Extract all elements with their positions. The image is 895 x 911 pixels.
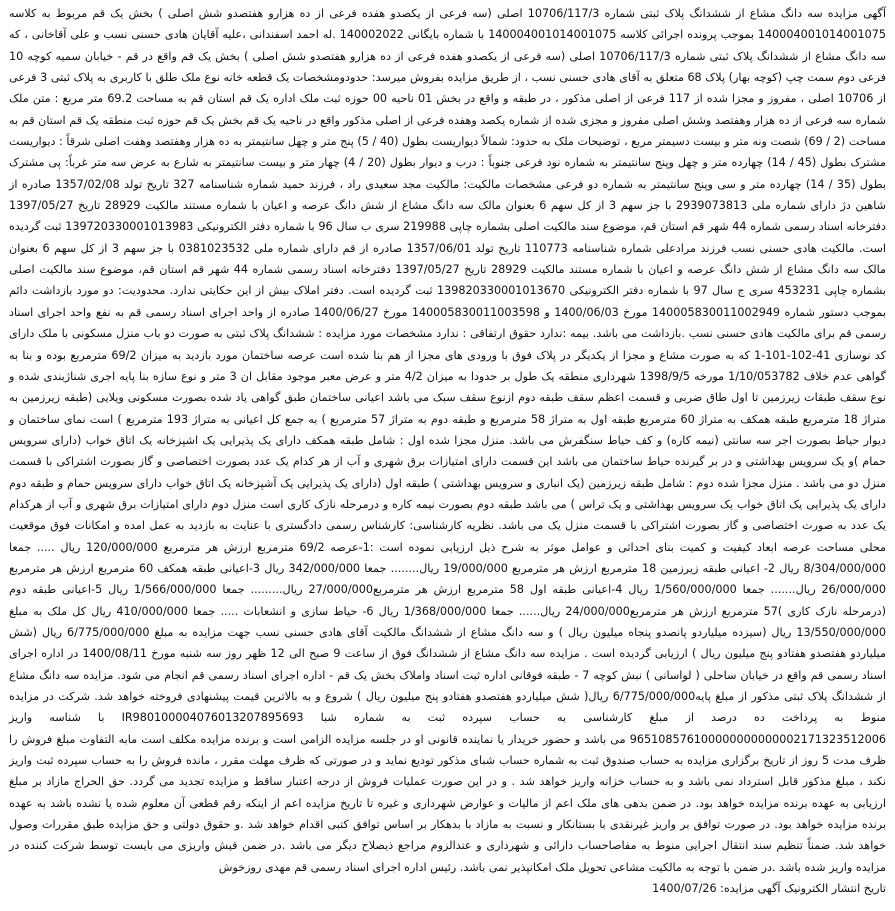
notice-body: آگهی مزایده سه دانگ مشاع از ششدانگ پلاک ثبتی شماره 10706/117/3 اصلی (سه فرعی از یکصدو هفده فرعی از ده هزارو هفتصدو شش اصلی ) بخش یک قم مربوط به کلاسه 140004001014001075 بموجب پرونده اجرائی کلاسه 140004001014001075 با شماره بایگانی 140002022 .له احمد اسفندانی ،علیه آقایان هادی حسنی نسب و علی آقاخانی ، که سه دانگ مشاع از ششدانگ پلاک ثبتی شماره 10706/117/3 اصلی (سه فرعی از یکصدو هفده فرعی از ده هزارو هفتصدو شش اصلی ) بخش یک قم واقع در قم - خیابان سمیه کوچه 10 فرعی دوم سمت چپ (کوچه بهار) پلاک 68 متعلق به آقای هادی حسنی نسب ، از طریق مزایده بفروش میرسد: حدودومشخصات یک قطعه خانه نوع ملک طلق با کاربری به پلاک ثبتی 3 فرعی از 10706 اصلی ، مفروز و مجزا شده از 117 فرعی از اصلی مذکور ، در طبقه و واقع در بخش 01 ناحیه 00 حوزه ثبت ملک اداره یک قم استان قم به مساحت 69.2 متر مربع : متن ملک شماره سه فرعی از ده هزار وهفتصد وشش اصلی مفروز و مجزی شده از شماره یکصد وهفده فرعی از اصلی مذکور واقع در ناحیه یک قم بخش یک قم حوزه ثبت منطقه یک قم استان قم به مساحت (2 / 69) شصت ونه متر و بیست دسیمتر مربع ، توضیحات ملک به حدود: شمالاً دیواریست بطول (40 / 5) پنج متر و چهل سانتیمتر به ده هزار وهفتصد وهفت اصلی شرقاً : دیواریست مشترک بطول (45 / 14) چهارده متر و چهل وپنج سانتیمتر به شماره نود فرعی جنوباً : درب و دیوار بطول (20 / 4) چهار متر و بیست سانتیمتر به شارع به عرض سه متر غرباً: پی مشترک بطول (35 / 14) چهارده متر و سی وپنج سانتیمتر به شماره دو فرعی مشخصات مالکیت: مالکیت مجد سعیدی راد ، فرزند حمید شماره شناسنامه 327 تاریخ تولد 1357/02/08 صادره از شاهین دژ دارای شماره ملی 2939073813 با جز سهم 3 از کل سهم 6 بعنوان مالک سه دانگ مشاع از شش دانگ عرصه و اعیان با شماره مستند مالکیت 28929 تاریخ 1397/05/27 دفترخانه اسناد رسمی شماره 44 شهر قم استان قم، موضوع سند مالکیت اصلی بشماره چاپی 219988 سری ب سال 96 با شماره دفتر الکترونیکی 139720330001013983 ثبت گردیده است. مالکیت هادی حسنی نسب فرزند مرادعلی شماره شناسنامه 110773 تاریخ تولد 1357/06/01 صادره از قم دارای شماره ملی 0381023532 با جز سهم 3 از کل سهم 6 بعنوان مالک سه دانگ مشاع از شش دانگ عرصه و اعیان با شماره مستند مالکیت 28929 تاریخ 1397/05/27 دفترخانه اسناد رسمی شماره 44 شهر قم استان قم، موضوع سند مالکیت اصلی بشماره چاپی 453231 سری ج سال 97 با شماره دفتر الکترونیکی 139820330001013670 ثبت گردیده است. دفتر املاک بیش از این حکایتی ندارد. محدودیت: دو مورد بازداشت دائم بموجب دستور شماره 140005830011002949 مورخ 1400/06/03 و 140005830011003598 مورخ 1400/06/27 صادره از واحد اجرای اسناد رسمی قم به نفع واحد اجرای اسناد رسمی قم برای مالکیت هادی حسنی نسب .بازداشت می باشد. بیمه :ندارد حقوق ارتفاقی : ندارد مشخصات مورد مزایده : ششدانگ پلاک ثبتی به صورت دو باب منزل مسکونی با ملک دارای کد نوسازی 41-102-101-1 که به صورت مشاع و مجزا از یکدیگر در پلاک فوق با ورودی های مجزا از هم بنا شده است عرصه ساختمان مورد بازدید به میزان 69/2 مترمربع بوده و بنا به گواهی عدم خلاف 1/10/053782 مورخه 1398/9/5 شهرداری منطقه یک طول بر حدودا به میزان 4/2 متر و عرض معبر موجود مقابل ان 3 متر و نوع سازه بنا پایه اجری شناژبندی شده و نوع سقف طبقات زیرزمین تا اول طاق ضربی و قسمت اعظم سقف طبقه دوم ازنوع سقف سبک می باشد اعیانی ساختمان طبق گواهی یاد شده بصورت مسکونی ویلایی (طبقه زیرزمین به متراژ 18 مترمربع طبقه همکف به متراژ 60 مترمربع طبقه اول به متراژ 58 مترمربع و طبقه دوم به متراژ 57 مترمربع ) به جمع کل اعیانی به متراژ 193 مترمربع ) است نمای ساختمان و دیوار حیاط بصورت اجر سه سانتی (نیمه کاره) و کف حیاط سنگفرش می باشد. منزل مجزا شده اول : شامل طبقه همکف دارای یک پذیرایی یک اشپزخانه یک اتاق خواب (دارای سرویس حمام )و یک سرویس بهداشتی و در بر گیرنده حیاط ساختمان می باشد این قسمت دارای امتیازات برق شهری و آب از هر کدام یک عدد بصورت اختصاصی و گاز بصورت اشتراکی با قسمت منزل دو می باشد . منزل مجزا شده دوم : شامل طبقه زیرزمین (یک انباری و سرویس بهداشتی ) طبقه اول (دارای یک پذیرایی یک آشپزخانه یک اتاق خواب دارای سرویس حمام و طبقه دوم دارای یک پذیرایی یک اتاق خواب یک سرویس بهداشتی و یک تراس ) می باشد طبقه دوم بصورت نیمه کاره و درمرحله نازک کاری است منزل دوم دارای امتیازات برق شهری و آب از هرکدام یک عدد به صورت اختصاصی و گاز بصورت اشتراکی با قسمت منزل یک می باشد. نظریه کارشناسی: کارشناس رسمی دادگستری با عنایت به بازدید به عمل امده و امکانات فوق موقعیت محلی مساحت عرصه ابعاد کیفیت و کمیت بنای احداثی و عوامل موثر به شرح ذیل ارزیابی نموده است :1-عرصه 69/2 مترمربع ارزش هر مترمربع 120/000/000 ریال ..... جمعا 8/304/000/000 ریال 2- اعیانی طبقه زیرزمین 18 مترمربع ارزش هر مترمربع 19/000/000 ریال........ جمعا 342/000/000 ریال 3-اعیانی طبقه همکف 60 مترمربع ارزش هر مترمربع 26/000/000 ریال....... جمعا 1/560/000/000 ریال 4-اعیانی طبقه اول 58 مترمربع ارزش هر مترمربع27/000/000 ریال......... جمعا 1/566/000/000 ریال 5-اعیانی طبقه دوم (درمرحله نازک کاری )57 مترمربع ارزش هر مترمربع24/000/000 ریال...... جمعا 1/368/000/000 ریال 6- حیاط سازی و انشعابات ..... جمعا 410/000/000 ریال کل ملک به مبلغ 13/550/000/000 ریال (سیزده میلیاردو پانصدو پنجاه میلیون ریال ) و سه دانگ مشاع از ششدانگ مالکیت آقای هادی حسنی نسب جهت مزایده به مبلغ 6/775/000/000 ریال (شش میلیاردو هفتصدو هفتادو پنج میلیون ریال ) ارزیابی گردیده است . مزایده سه دانگ مشاع از ششدانگ فوق از ساعت 9 صبح الی 12 ظهر روز سه شنبه مورخ 1400/08/11 در اداره اجرای اسناد رسمی قم واقع در خیابان ساحلی ( لواسانی ) نبش کوچه 7 - طبقه فوقانی اداره ثبت اسناد واملاک بخش یک قم - اداره اجرای اسناد رسمی قم انجام می شود. مزایده سه دانگ مشاع از ششدانگ پلاک ثبتی مذکور از مبلغ پایه6/775/000/000 ریال( شش میلیاردو هفتصدو هفتادو پنج میلیون ریال ) شروع و به بالاترین قیمت پیشنهادی فروخته خواهد شد. شرکت در مزایده منوط به پرداخت ده درصد از مبلغ کارشناسی به حساب سپرده ثبت به شماره شبا IR980100004076013207895693 با شناسه واریز 965108576100000000000002171323512006 می باشد و حضور خریدار یا نماینده قانونی او در جلسه مزایده الزامی است و برنده مزایده مکلف است مابه التفاوت مبلغ فروش را ظرف مدت 5 روز از تاریخ برگزاری مزایده به حساب صندوق ثبت به شماره حساب شبای مذکور تودیع نماید و در صورتی که ظرف مهلت مقرر ، مانده فروش را به حساب سپرده ثبت واریز نکند ، مبلغ مذکور قابل استرداد نمی باشد و به حساب خزانه واریز خواهد شد . و در این صورت عملیات فروش از درجه اعتبار ساقط و مزایده تجدید می گردد. حق الحراج مازاد بر مبلغ ارزیابی به عهده برنده مزایده خواهد بود. در ضمن بدهی های ملک اعم از مالیات و عوارض شهرداری و غیره تا تاریخ مزایده اعم از اینکه رقم قطعی آن معلوم شده یا نشده باشد به عهده برنده مزایده خواهد بود. در صورت توافق بر واریز غیرنقدی با بستانکار و نسبت به مازاد با بدهکار بر اساس توافق کتبی اقدام خواهد شد .و حقوق دولتی و حق مزایده طبق مقررات وصول خواهد شد. ضمناً تنظیم سند انتقال اجرایی منوط به مفاصاحساب دارائی و شهرداری و عندالزوم مراجع ذیصلاح دیگر می باشد .در ضمن فیش واریزی می بایست توسط شرکت کننده در مزایده واریز شده باشد .در ضمن با توجه به مالکیت مشاعی تحویل ملک امکانپذیر نمی باشد. رئیس اداره اجرای اسناد رسمی قم مهدی روزخوش [9,7,887,874]
publish-date: تاریخ انتشار الکترونیک آگهی مزایده: 1400/07/26 [652,882,886,896]
